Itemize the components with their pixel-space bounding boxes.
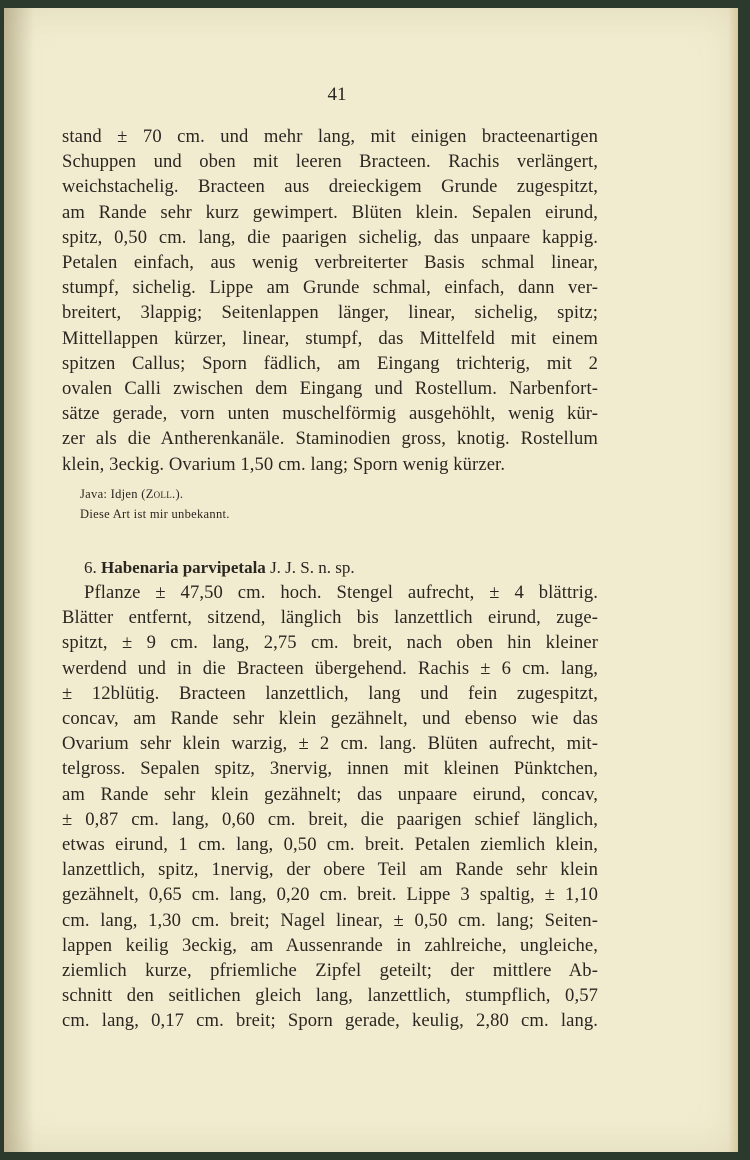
text-line: lappen keilig 3eckig, am Aussenrande in zahlreiche, ungleiche,: [62, 934, 598, 956]
species-name: Habenaria parvipetala: [101, 558, 266, 577]
text-line: cm. lang, 0,17 cm. breit; Sporn gerade, keulig, 2,80 cm. lang.: [62, 1010, 598, 1032]
text-line: stand ± 70 cm. und mehr lang, mit einigen bracteenartigen: [62, 126, 598, 147]
paragraph-description-continued: [62, 124, 598, 477]
text-line: Pflanze ± 47,50 cm. hoch. Stengel aufrecht, ± 4 blättrig.: [84, 582, 598, 603]
text-line: Mittellappen kürzer, linear, stumpf, das Mittelfeld mit einem: [62, 327, 598, 349]
text-line: stumpf, sichelig. Lippe am Grunde schmal, einfach, dann ver-: [62, 277, 598, 299]
locality-suffix: ).: [175, 487, 184, 501]
text-line: Ovarium sehr klein warzig, ± 2 cm. lang. Blüten aufrecht, mit-: [62, 733, 598, 755]
collector-name: Zoll.: [145, 487, 176, 501]
text-line: am Rande sehr kurz gewimpert. Blüten klein. Sepalen eirund,: [62, 201, 598, 223]
text-line: spitz, 0,50 cm. lang, die paarigen sichelig, das unpaare kappig.: [62, 226, 598, 248]
text-line: schnitt den seitlichen gleich lang, lanzettlich, stumpflich, 0,57: [62, 985, 598, 1007]
text-line: zer als die Antherenkanäle. Staminodien gross, knotig. Rostellum: [62, 428, 598, 450]
text-line: concav, am Rande sehr klein gezähnelt, und ebenso wie das: [62, 708, 598, 730]
text-line: telgross. Sepalen spitz, 3nervig, innen mit kleinen Pünktchen,: [62, 758, 598, 780]
text-line: ziemlich kurze, pfriemliche Zipfel geteilt; der mittlere Ab-: [62, 960, 598, 982]
text-line: etwas eirund, 1 cm. lang, 0,50 cm. breit. Petalen ziemlich klein,: [62, 834, 598, 856]
text-line: klein, 3eckig. Ovarium 1,50 cm. lang; Sporn wenig kürzer.: [62, 453, 506, 475]
remark-note: Diese Art ist mir unbekannt.: [80, 507, 230, 521]
page-edge: [728, 8, 738, 1152]
text-line: lanzettlich, spitz, 1nervig, der obere Teil am Rande sehr klein: [62, 859, 598, 881]
text-line: am Rande sehr klein gezähnelt; das unpaare eirund, concav,: [62, 783, 598, 805]
text-line: ± 12blütig. Bracteen lanzettlich, lang und fein zugespitzt,: [62, 682, 598, 704]
text-line: werdend und in die Bracteen übergehend. Rachis ± 6 cm. lang,: [62, 657, 598, 679]
text-line: Blätter entfernt, sitzend, länglich bis lanzettlich eirund, zuge-: [62, 607, 598, 629]
paragraph-species-description: [62, 580, 598, 1034]
text-line: ovalen Calli zwischen dem Eingang und Rostellum. Narbenfort-: [62, 378, 598, 400]
locality-note: [80, 484, 183, 504]
text-line: sätze gerade, vorn unten muschelförmig ausgehöhlt, wenig kür-: [62, 403, 598, 425]
locality-prefix: Java: Idjen (: [80, 487, 146, 501]
species-heading: [84, 556, 604, 580]
text-line: Petalen einfach, aus wenig verbreiterter Basis schmal linear,: [62, 252, 598, 274]
text-line: breitert, 3lappig; Seitenlappen länger, linear, sichelig, spitz;: [62, 302, 598, 324]
species-number: 6.: [84, 558, 97, 577]
text-line: cm. lang, 1,30 cm. breit; Nagel linear, ± 0,50 cm. lang; Seiten-: [62, 909, 598, 931]
text-line: ± 0,87 cm. lang, 0,60 cm. breit, die paarigen schief länglich,: [62, 808, 598, 830]
text-line: spitzen Callus; Sporn fädlich, am Eingang trichterig, mit 2: [62, 352, 598, 374]
text-line: Schuppen und oben mit leeren Bracteen. Rachis verlängert,: [62, 151, 598, 173]
text-line: spitzt, ± 9 cm. lang, 2,75 cm. breit, nach oben hin kleiner: [62, 632, 598, 654]
text-line: gezähnelt, 0,65 cm. lang, 0,20 cm. breit. Lippe 3 spaltig, ± 1,10: [62, 884, 598, 906]
page-number: 41: [327, 84, 347, 105]
text-line: weichstachelig. Bracteen aus dreieckigem Grunde zugespitzt,: [62, 176, 598, 198]
species-authority: J. J. S. n. sp.: [270, 558, 355, 577]
gutter-shadow: [4, 8, 34, 1152]
